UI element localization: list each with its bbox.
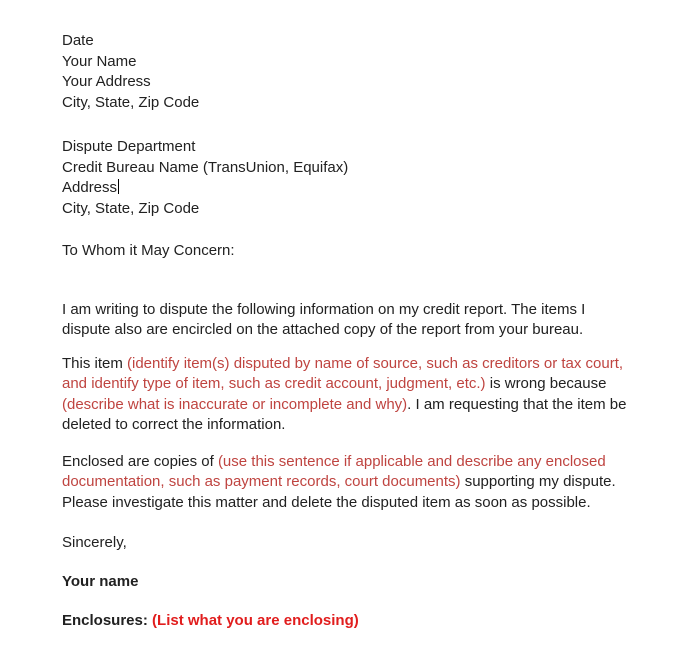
signature-block [62,572,652,593]
intro-paragraph [62,300,652,341]
salutation-block [62,241,652,262]
recipient-address-block [62,137,652,219]
item-line-2 [62,374,652,395]
intro-line-2: dispute also are encircled on the attached copy of the report from your bureau. [62,321,584,338]
item-line2-text: is wrong because [485,375,607,392]
closing-block [62,533,652,554]
item-line1-text: This item [62,354,128,372]
intro-line-1: I am writing to dispute the following information on my credit report. The items I [62,300,586,318]
item-line1-placeholder: (identify item(s) disputed by name of source, such as creditors or tax court, [127,354,624,372]
sender-address-block [62,31,652,113]
enclosed-line-2 [62,472,652,493]
enclosed-line-1 [62,452,652,473]
enclosed-copies-paragraph [62,452,652,514]
item-line2-placeholder: and identify type of item, such as credit account, judgment, etc.) [62,375,486,392]
recipient-address-text: Address [62,179,118,196]
recipient-department-line: Dispute Department [62,138,196,155]
sender-name-line: Your Name [62,52,137,70]
item-line-1 [62,354,652,375]
enclosed-line2-placeholder: documentation, such as payment records, court documents) [62,473,461,490]
sender-address-line: Your Address [62,73,151,90]
item-line-3 [62,395,652,416]
salutation-line: To Whom it May Concern: [62,242,235,259]
sender-date-line: Date [62,32,94,49]
closing-line: Sincerely, [62,534,127,551]
recipient-city-line: City, State, Zip Code [62,199,200,217]
recipient-address-line [62,178,652,199]
enclosed-line2-text: supporting my dispute. [460,473,616,490]
signature-name: Your name [62,572,139,590]
enclosed-line1-text: Enclosed are copies of [62,452,218,470]
sender-city-line: City, State, Zip Code [62,93,200,111]
enclosures-label: Enclosures: [62,612,153,629]
enclosed-line-3 [62,493,652,514]
item-line3-placeholder: (describe what is inaccurate or incomplete and why) [62,395,408,413]
item-line4-text: deleted to correct the information. [62,416,286,433]
text-cursor [118,179,119,194]
enclosures-block [62,611,652,632]
item-line3-text: . I am requesting that the item be [407,395,627,413]
item-line-4 [62,415,652,436]
enclosures-placeholder: (List what you are enclosing) [152,612,359,629]
enclosures-line [62,611,652,632]
recipient-bureau-line: Credit Bureau Name (TransUnion, Equifax) [62,158,349,176]
dispute-item-paragraph [62,354,652,436]
enclosed-line1-placeholder: (use this sentence if applicable and describe any enclosed [217,452,606,470]
enclosed-line3-text: Please investigate this matter and delete the disputed item as soon as possible. [62,493,591,511]
